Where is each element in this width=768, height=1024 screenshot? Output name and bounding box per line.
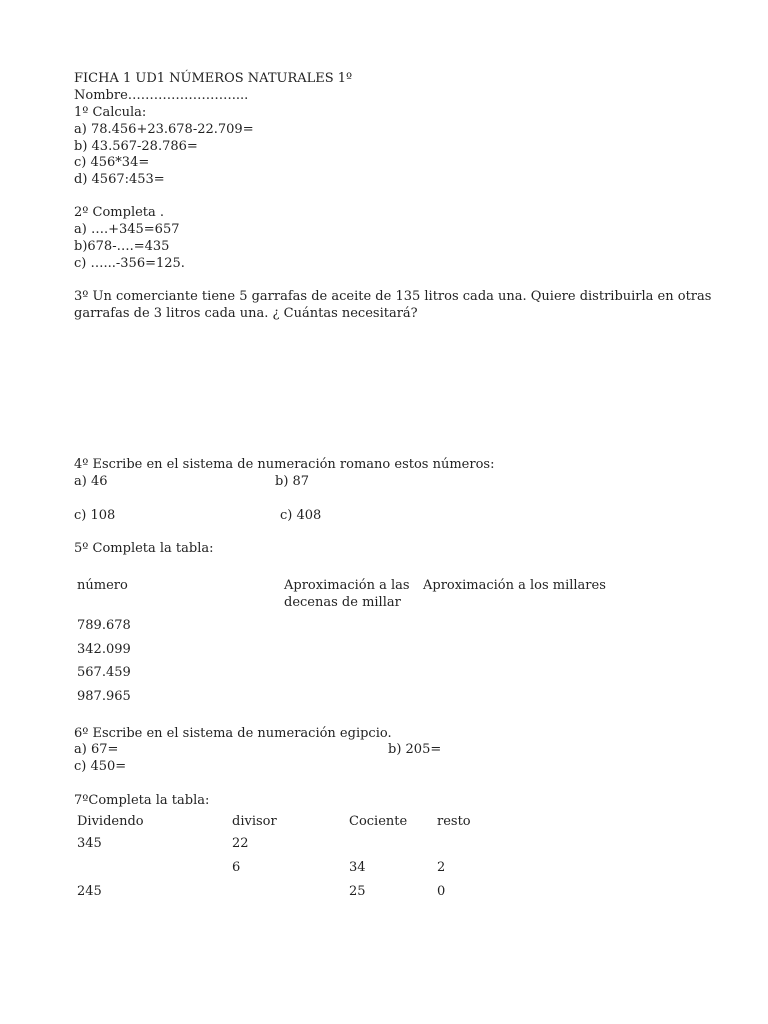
q4-item-c1: c) 108 [74,508,116,523]
q1-item-d: d) 4567:453= [74,172,165,187]
q4-heading: 4º Escribe en el sistema de numeración romano estos números: [74,457,495,472]
q7-row3-cociente: 25 [349,884,366,899]
q6-item-b: b) 205= [388,742,442,757]
q5-col-decenas-line1: Aproximación a las [284,578,410,593]
q7-heading: 7ºCompleta la tabla: [74,793,210,808]
q1-item-b: b) 43.567-28.786= [74,139,198,154]
q6-heading: 6º Escribe en el sistema de numeración egipcio. [74,726,392,741]
q7-row2-divisor: 6 [232,860,241,875]
q7-header-divisor: divisor [232,814,277,829]
q7-header-cociente: Cociente [349,814,408,829]
q7-row1-dividendo: 345 [77,836,102,851]
q4-item-a: a) 46 [74,474,108,489]
q7-row3-dividendo: 245 [77,884,102,899]
q2-item-a: a) ….+345=657 [74,222,180,237]
q2-heading: 2º Completa . [74,205,165,220]
name-line: Nombre…………………….... [74,88,249,103]
q5-col-numero: número [77,578,128,593]
q7-row2-cociente: 34 [349,860,366,875]
q5-row-1: 789.678 [77,618,131,633]
page-title: FICHA 1 UD1 NÚMEROS NATURALES 1º [74,71,353,86]
q1-item-c: c) 456*34= [74,155,150,170]
q3-line2: garrafas de 3 litros cada una. ¿ Cuántas necesitará? [74,306,418,321]
q3-line1: 3º Un comerciante tiene 5 garrafas de aceite de 135 litros cada una. Quiere distribuirla en otras [74,289,712,304]
q2-item-b: b)678-….=435 [74,239,170,254]
q7-header-resto: resto [437,814,471,829]
q7-row1-divisor: 22 [232,836,249,851]
q4-item-c2: c) 408 [280,508,322,523]
q7-row2-resto: 2 [437,860,446,875]
q5-col-millares: Aproximación a los millares [423,578,606,593]
q2-item-c: c) …...-356=125. [74,256,185,271]
q5-row-2: 342.099 [77,642,131,657]
q6-item-a: a) 67= [74,742,119,757]
q1-item-a: a) 78.456+23.678-22.709= [74,122,254,137]
q7-row3-resto: 0 [437,884,446,899]
q5-row-3: 567.459 [77,665,131,680]
q1-heading: 1º Calcula: [74,105,147,120]
q5-row-4: 987.965 [77,689,131,704]
q4-item-b: b) 87 [275,474,310,489]
q5-col-decenas-line2: decenas de millar [284,595,401,610]
q5-heading: 5º Completa la tabla: [74,541,214,556]
q6-item-c: c) 450= [74,759,127,774]
q7-header-dividendo: Dividendo [77,814,144,829]
